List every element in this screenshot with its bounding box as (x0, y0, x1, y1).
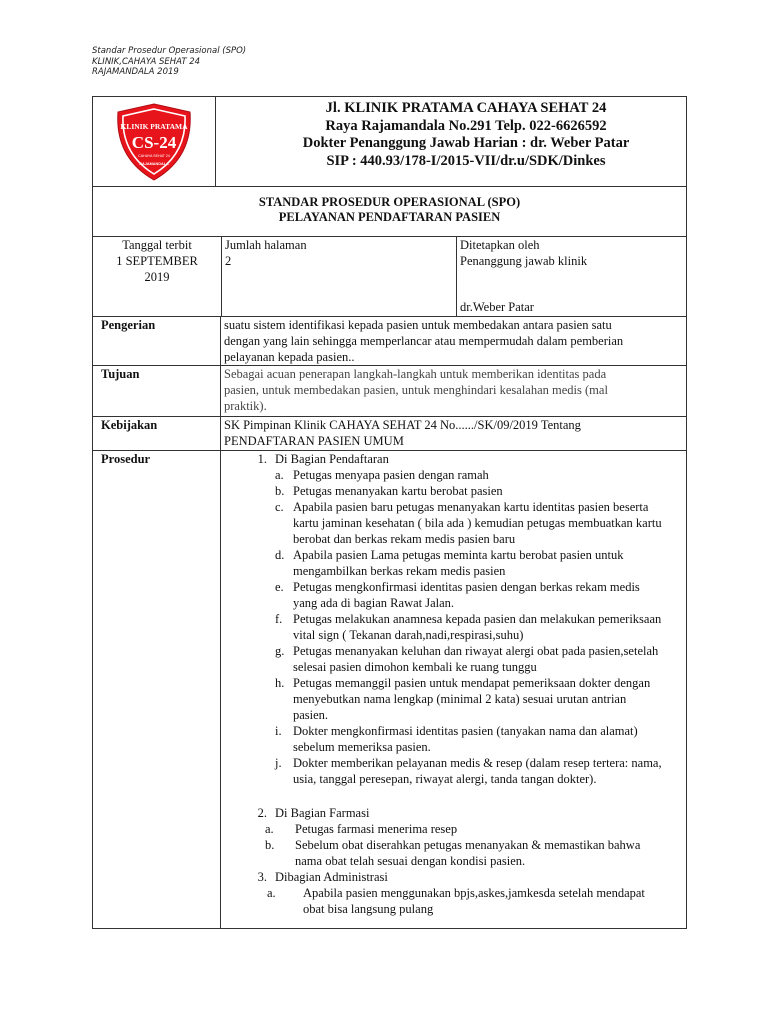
list-item (275, 611, 686, 643)
definition-row (93, 317, 686, 366)
item-text: Dokter memberikan pelayanan medis & resep (dalam resep tertera: nama, usia, tanggal peresepan, riwayat alergi, tanda tangan dokter). (293, 756, 662, 786)
clinic-shield-logo (112, 102, 196, 182)
purpose-text (221, 366, 686, 416)
issue-date-value: 1 SEPTEMBER (116, 254, 198, 268)
procedure-section-pharmacy (245, 805, 686, 821)
definition-text (221, 317, 686, 365)
item-letter: e. (275, 580, 284, 594)
list-item (265, 837, 686, 869)
list-item (275, 483, 686, 499)
section-title (245, 869, 686, 885)
item-letter: a. (275, 468, 284, 482)
procedure-section-administration (245, 869, 686, 885)
issue-date-cell (93, 237, 222, 316)
list-item (275, 499, 686, 547)
item-text: Petugas mengkonfirmasi identitas pasien dengan berkas rekam medis yang ada di bagian Rawat Jalan. (293, 580, 640, 610)
logo-bottom-text: RAJAMANDALA (139, 161, 169, 166)
item-text: Petugas memanggil pasien untuk mendapat pemeriksaan dokter dengan menyebutkan nama lengkap (minimal 2 kata) sesuai urutan antrian pasien. (293, 676, 651, 722)
list-item (275, 643, 686, 675)
note-line-3: RAJAMANDALA 2019 (92, 67, 179, 77)
procedure-row (93, 451, 686, 928)
signer-name: dr.Weber Patar (460, 300, 534, 314)
item-text: Petugas menanyakan keluhan dan riwayat alergi obat pada pasien,setelah selesai pasien dimohon kembali ke ruang tunggu (293, 644, 659, 674)
list-item (265, 821, 686, 837)
list-item (275, 675, 686, 723)
item-text: Petugas menanyakan kartu berobat pasien (293, 484, 503, 498)
document-header-note (92, 46, 246, 78)
list-item (275, 723, 686, 755)
policy-line: PENDAFTARAN PASIEN UMUM (224, 434, 404, 448)
logo-sub-text: CAHAYA SEHAT 24 (138, 153, 170, 158)
page-count-label: Jumlah halaman (225, 238, 307, 252)
clinic-name: Jl. KLINIK PRATAMA CAHAYA SEHAT 24 (325, 100, 607, 116)
purpose-label: Tujuan (93, 366, 221, 416)
policy-line: SK Pimpinan Klinik CAHAYA SEHAT 24 No....../SK/09/2019 Tentang (224, 418, 581, 432)
item-text: Dokter mengkonfirmasi identitas pasien (tanyakan nama dan alamat) sebelum memeriksa pasien. (293, 724, 638, 754)
section-heading: Dibagian Administrasi (275, 870, 388, 884)
purpose-line: Sebagai acuan penerapan langkah-langkah untuk memberikan identitas pada (224, 367, 607, 381)
purpose-line: pasien, untuk membedakan pasien, untuk menghindari kesalahan medis (mal (224, 383, 608, 397)
note-line-1: Standar Prosedur Operasional (SPO) (92, 46, 247, 56)
page-count-cell (222, 237, 457, 316)
purpose-row (93, 366, 686, 417)
section-number: 3. (257, 870, 267, 884)
item-letter: h. (275, 676, 285, 690)
item-letter: j. (275, 756, 282, 770)
section-heading: Di Bagian Farmasi (275, 806, 370, 820)
procedure-section-registration (245, 451, 686, 467)
responsible-doctor: Dokter Penanggung Jawab Harian : dr. Weber Patar (302, 135, 630, 151)
list-item (275, 579, 686, 611)
purpose-line: praktik). (224, 399, 267, 413)
policy-text (221, 417, 686, 450)
definition-line: pelayanan kepada pasien.. (224, 350, 355, 364)
item-letter: i. (275, 724, 282, 738)
item-text: Petugas melakukan anamnesa kepada pasien dan melakukan pemeriksaan vital sign ( Tekanan darah,nadi,respirasi,suhu) (293, 612, 662, 642)
list-item (275, 547, 686, 579)
item-letter: a. (265, 822, 274, 836)
item-letter: d. (275, 548, 285, 562)
section-number: 2. (257, 806, 267, 820)
procedure-label: Prosedur (93, 451, 221, 928)
item-text: Apabila pasien Lama petugas meminta kartu berobat pasien untuk mengambilkan berkas rekam medis pasien (293, 548, 624, 578)
meta-row (93, 237, 686, 317)
clinic-address (216, 97, 686, 186)
section-title (245, 805, 686, 821)
procedure-list (221, 451, 686, 928)
item-text: Apabila pasien menggunakan bpjs,askes,jamkesda setelah mendapat obat bisa langsung pulang (303, 886, 645, 916)
item-text: Apabila pasien baru petugas menanyakan kartu identitas pasien beserta kartu jaminan kesehatan ( bila ada ) kemudian petugas membuatkan kartu berobat dan berkas rekam medis pasien baru (293, 500, 662, 546)
list-item (275, 755, 686, 787)
established-by-cell (457, 237, 686, 316)
item-text: Petugas menyapa pasien dengan ramah (293, 468, 489, 482)
clinic-street-phone: Raya Rajamandala No.291 Telp. 022-6626592 (325, 117, 607, 134)
item-letter: f. (275, 612, 283, 626)
logo-cell (93, 97, 216, 186)
spo-subtitle: PELAYANAN PENDAFTARAN PASIEN (278, 210, 501, 224)
item-letter: g. (275, 644, 285, 658)
definition-line: dengan yang lain sehingga memperlancar atau mempermudah dalam pemberian (224, 334, 624, 348)
definition-label: Pengerian (93, 317, 221, 365)
spo-title-row (93, 187, 686, 237)
page-count-value: 2 (225, 254, 232, 268)
note-line-2: KLINIK,CAHAYA SEHAT 24 (92, 56, 201, 67)
item-letter: c. (275, 500, 284, 514)
established-by-value: Penanggung jawab klinik (460, 254, 588, 268)
item-letter: b. (275, 484, 285, 498)
definition-line: suatu sistem identifikasi kepada pasien untuk membedakan antara pasien satu (224, 318, 612, 332)
item-text: Petugas farmasi menerima resep (295, 822, 458, 836)
clinic-header-row (93, 97, 686, 187)
logo-top-text: KLINIK PRATAMA (120, 121, 188, 131)
established-by-label: Ditetapkan oleh (460, 238, 540, 252)
sip-number: SIP : 440.93/178-I/2015-VII/dr.u/SDK/Dinkes (326, 152, 606, 169)
section-title (245, 451, 686, 467)
spo-document-table (92, 96, 687, 929)
section-heading: Di Bagian Pendaftaran (275, 452, 389, 466)
list-item (267, 885, 686, 917)
section-number: 1. (257, 452, 267, 466)
item-letter: a. (267, 886, 276, 900)
item-letter: b. (265, 838, 275, 852)
spo-title: STANDAR PROSEDUR OPERASIONAL (SPO) (258, 195, 521, 209)
policy-row (93, 417, 686, 451)
logo-main-text: CS-24 (131, 132, 177, 152)
spacer (221, 787, 686, 805)
list-item (275, 467, 686, 483)
item-text: Sebelum obat diserahkan petugas menanyakan & memastikan bahwa nama obat telah sesuai dengan kondisi pasien. (295, 838, 641, 868)
issue-date-label: Tanggal terbit (122, 238, 192, 252)
policy-label: Kebijakan (93, 417, 221, 450)
issue-date-year: 2019 (144, 270, 170, 284)
